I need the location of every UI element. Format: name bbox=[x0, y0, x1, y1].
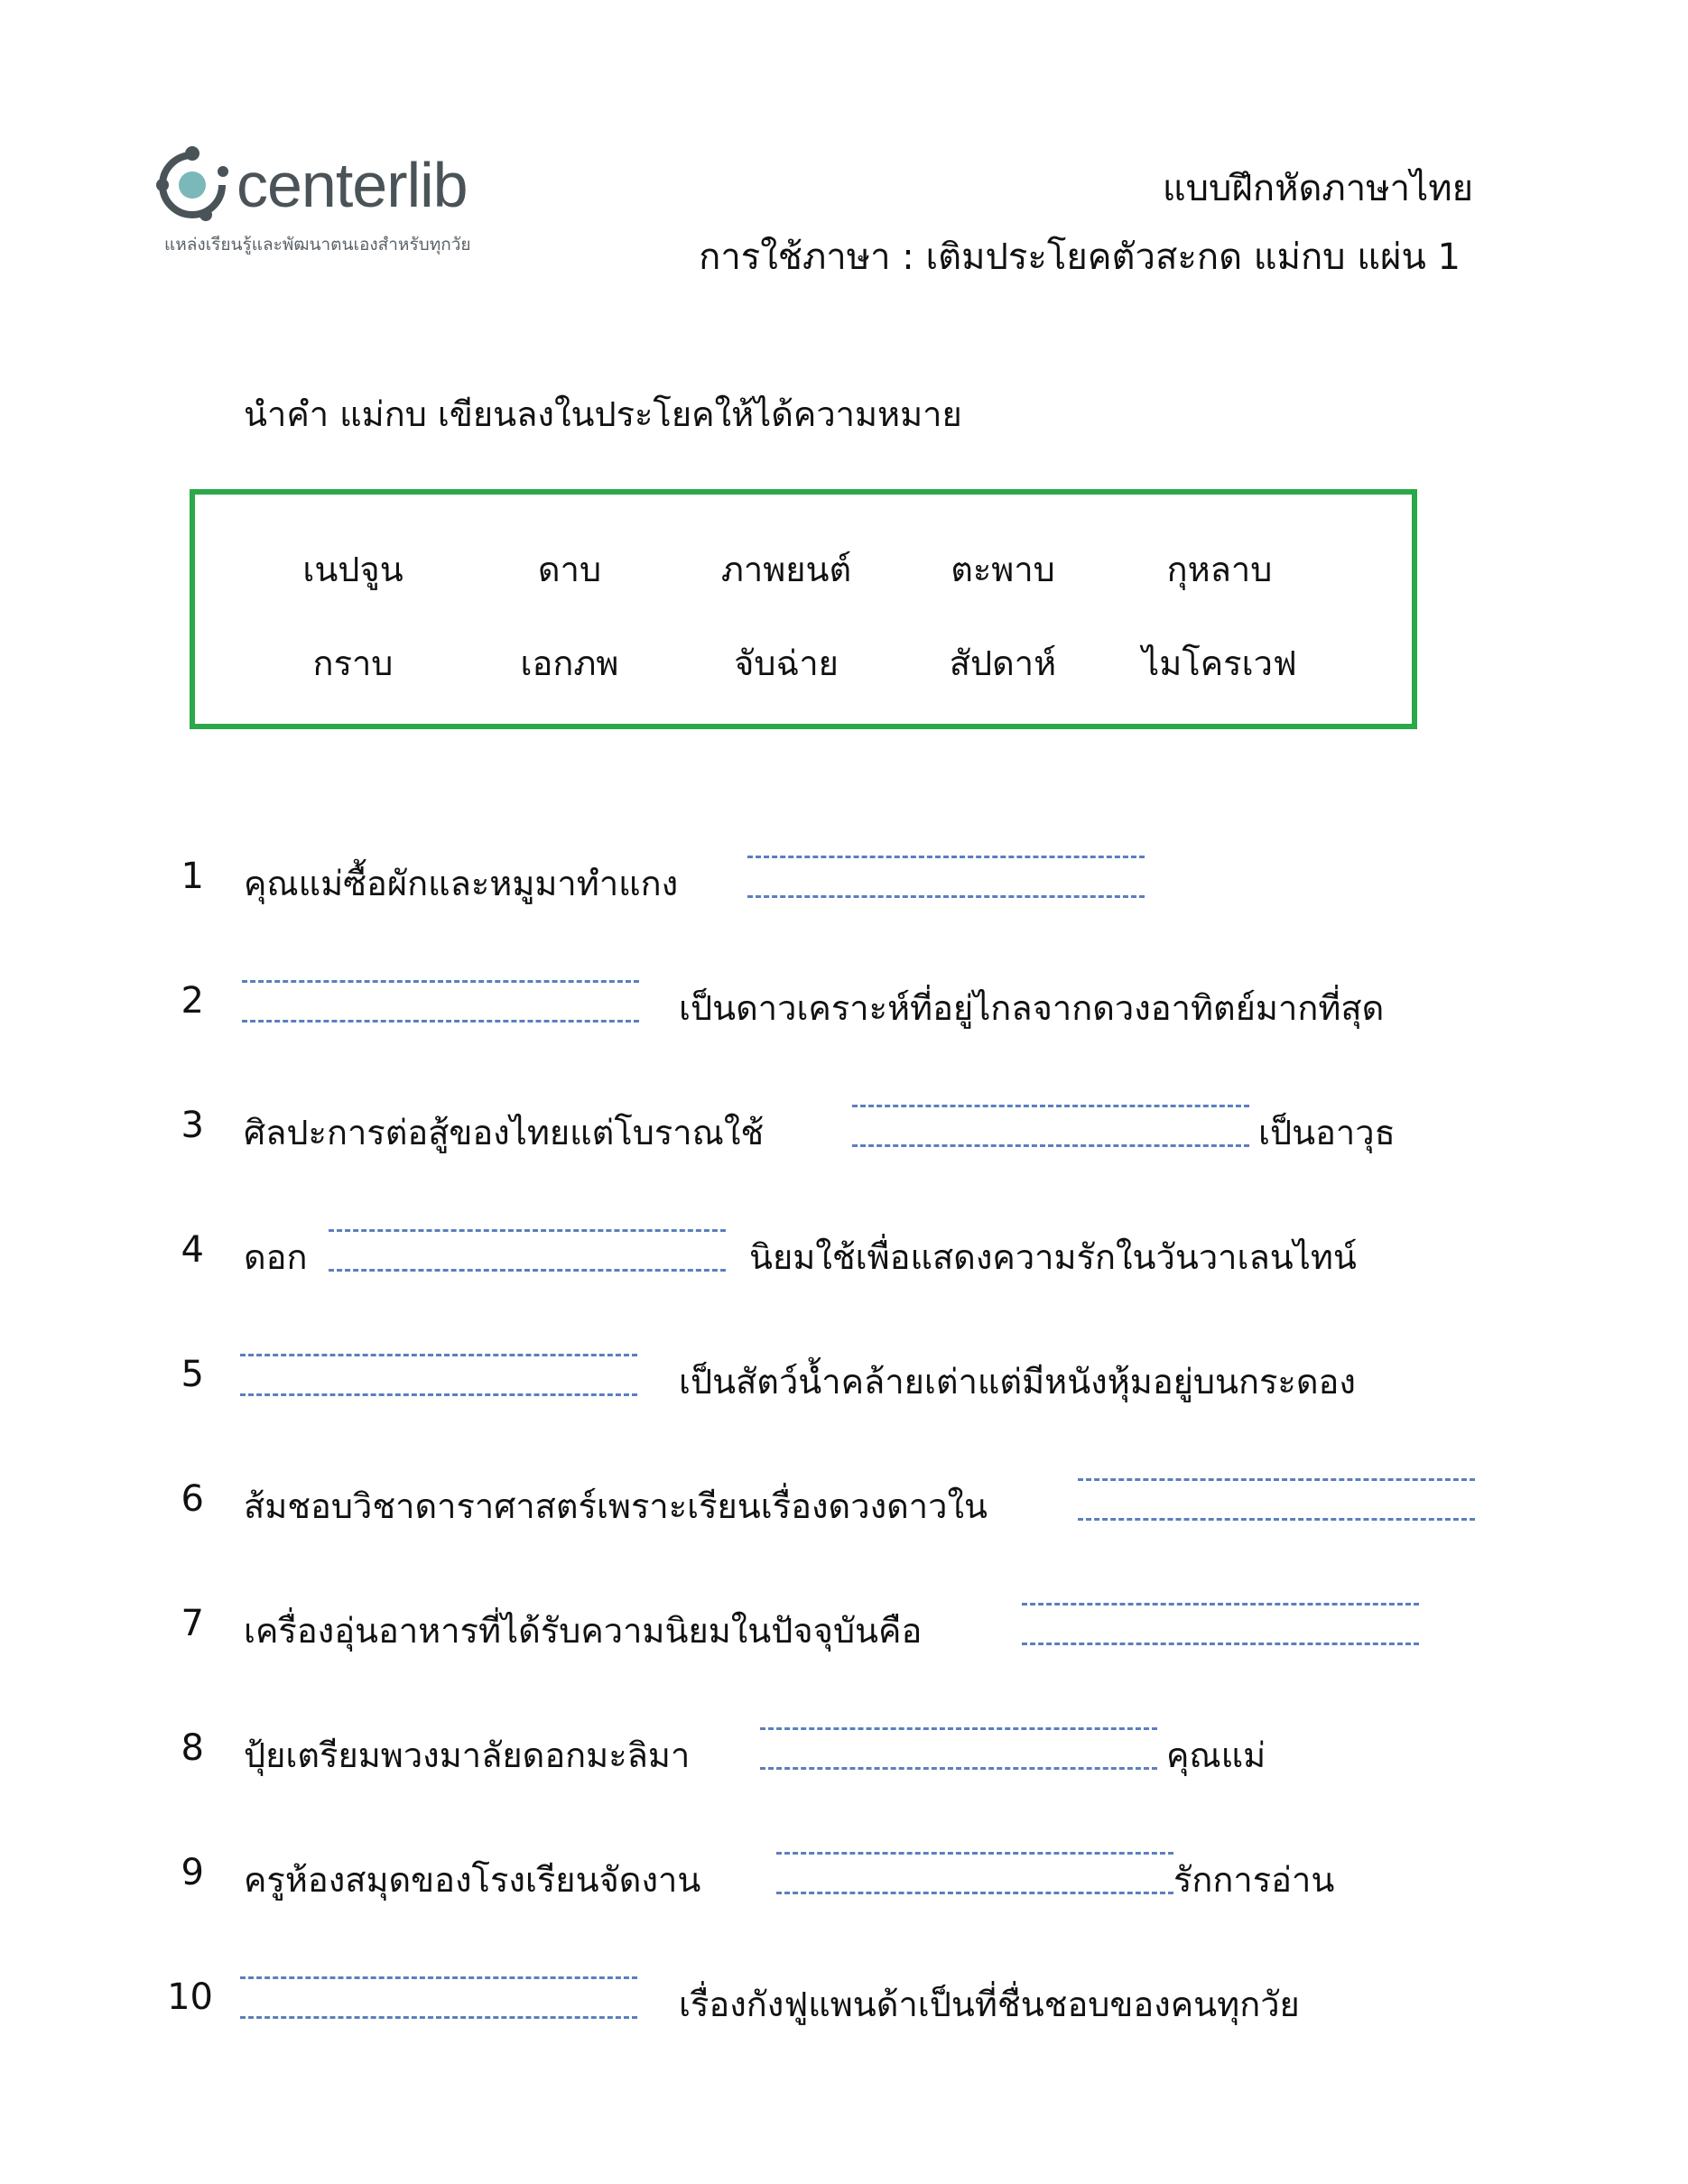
item-text-before: เครื่องอุ่นอาหารที่ได้รับความนิยมในปัจจุบันคือ bbox=[244, 1611, 923, 1651]
word-bank-item: จับฉ่าย bbox=[734, 643, 839, 683]
item-number: 2 bbox=[181, 980, 204, 1022]
answer-blank[interactable] bbox=[776, 1852, 1173, 1897]
molecule-logo-icon bbox=[152, 144, 233, 226]
item-number: 3 bbox=[181, 1105, 204, 1146]
word-bank-item: ดาบ bbox=[537, 550, 602, 589]
instruction-text: นำคำ แม่กบ เขียนลงในประโยคให้ได้ความหมาย bbox=[244, 394, 962, 434]
item-text-after: เรื่องกังฟูแพนด้าเป็นที่ชื่นชอบของคนทุกวัย bbox=[679, 1985, 1300, 2024]
logo-tagline: แหล่งเรียนรู้และพัฒนาตนเองสำหรับทุกวัย bbox=[164, 235, 471, 254]
centerlib-logo bbox=[152, 144, 531, 253]
item-number: 9 bbox=[181, 1852, 204, 1893]
item-text-before: ศิลปะการต่อสู้ของไทยแต่โบราณใช้ bbox=[244, 1113, 765, 1152]
item-number: 5 bbox=[181, 1354, 204, 1395]
item-number: 8 bbox=[181, 1727, 204, 1769]
answer-blank[interactable] bbox=[852, 1105, 1249, 1150]
answer-blank[interactable] bbox=[1022, 1603, 1419, 1648]
item-text-before: ส้มชอบวิชาดาราศาสตร์เพราะเรียนเรื่องดวงดาวใน bbox=[244, 1486, 988, 1526]
item-text-after: รักการอ่าน bbox=[1173, 1860, 1335, 1900]
worksheet-subtitle: การใช้ภาษา : เติมประโยคตัวสะกด แม่กบ แผ่น 1 bbox=[699, 236, 1461, 278]
item-text-after: นิยมใช้เพื่อแสดงความรักในวันวาเลนไทน์ bbox=[749, 1237, 1357, 1277]
answer-blank[interactable] bbox=[240, 1976, 637, 2022]
word-bank-item: เอกภพ bbox=[520, 643, 619, 683]
logo-wordmark bbox=[237, 150, 468, 220]
word-bank-item: เนปจูน bbox=[302, 550, 403, 589]
word-bank-item: กุหลาบ bbox=[1166, 550, 1273, 589]
item-text-before: ดอก bbox=[244, 1237, 308, 1277]
word-bank-item: ตะพาบ bbox=[951, 550, 1055, 589]
worksheet-title: แบบฝึกหัดภาษาไทย bbox=[1162, 168, 1473, 209]
item-text-after: คุณแม่ bbox=[1166, 1735, 1266, 1775]
item-number: 10 bbox=[167, 1976, 213, 2018]
answer-blank[interactable] bbox=[1078, 1478, 1475, 1523]
word-bank-item: สัปดาห์ bbox=[949, 643, 1057, 683]
word-bank-item: ภาพยนต์ bbox=[720, 550, 852, 589]
answer-blank[interactable] bbox=[329, 1229, 726, 1274]
item-number: 1 bbox=[181, 856, 204, 897]
item-text-after: เป็นอาวุธ bbox=[1258, 1113, 1396, 1152]
answer-blank[interactable] bbox=[240, 1354, 637, 1399]
answer-blank[interactable] bbox=[760, 1727, 1157, 1772]
word-bank-item: ไมโครเวฟ bbox=[1142, 643, 1297, 683]
item-text-after: เป็นดาวเคราะห์ที่อยู่ไกลจากดวงอาทิตย์มากที่สุด bbox=[679, 988, 1385, 1028]
item-text-before: ปุ้ยเตรียมพวงมาลัยดอกมะลิมา bbox=[244, 1735, 691, 1775]
item-number: 7 bbox=[181, 1603, 204, 1644]
word-bank-item: กราบ bbox=[312, 643, 394, 683]
item-number: 4 bbox=[181, 1229, 204, 1271]
item-text-after: เป็นสัตว์น้ำคล้ายเต่าแต่มีหนังหุ้มอยู่บนกระดอง bbox=[679, 1362, 1356, 1402]
answer-blank[interactable] bbox=[242, 980, 639, 1025]
word-bank-box bbox=[190, 489, 1417, 729]
item-number: 6 bbox=[181, 1478, 204, 1520]
logo-text-center: center bbox=[237, 150, 407, 220]
answer-blank[interactable] bbox=[747, 856, 1145, 901]
logo-text-lib: lib bbox=[406, 150, 468, 220]
item-text-before: ครูห้องสมุดของโรงเรียนจัดงาน bbox=[244, 1860, 701, 1900]
item-text-before: คุณแม่ซื้อผักและหมูมาทำแกง bbox=[244, 864, 679, 903]
